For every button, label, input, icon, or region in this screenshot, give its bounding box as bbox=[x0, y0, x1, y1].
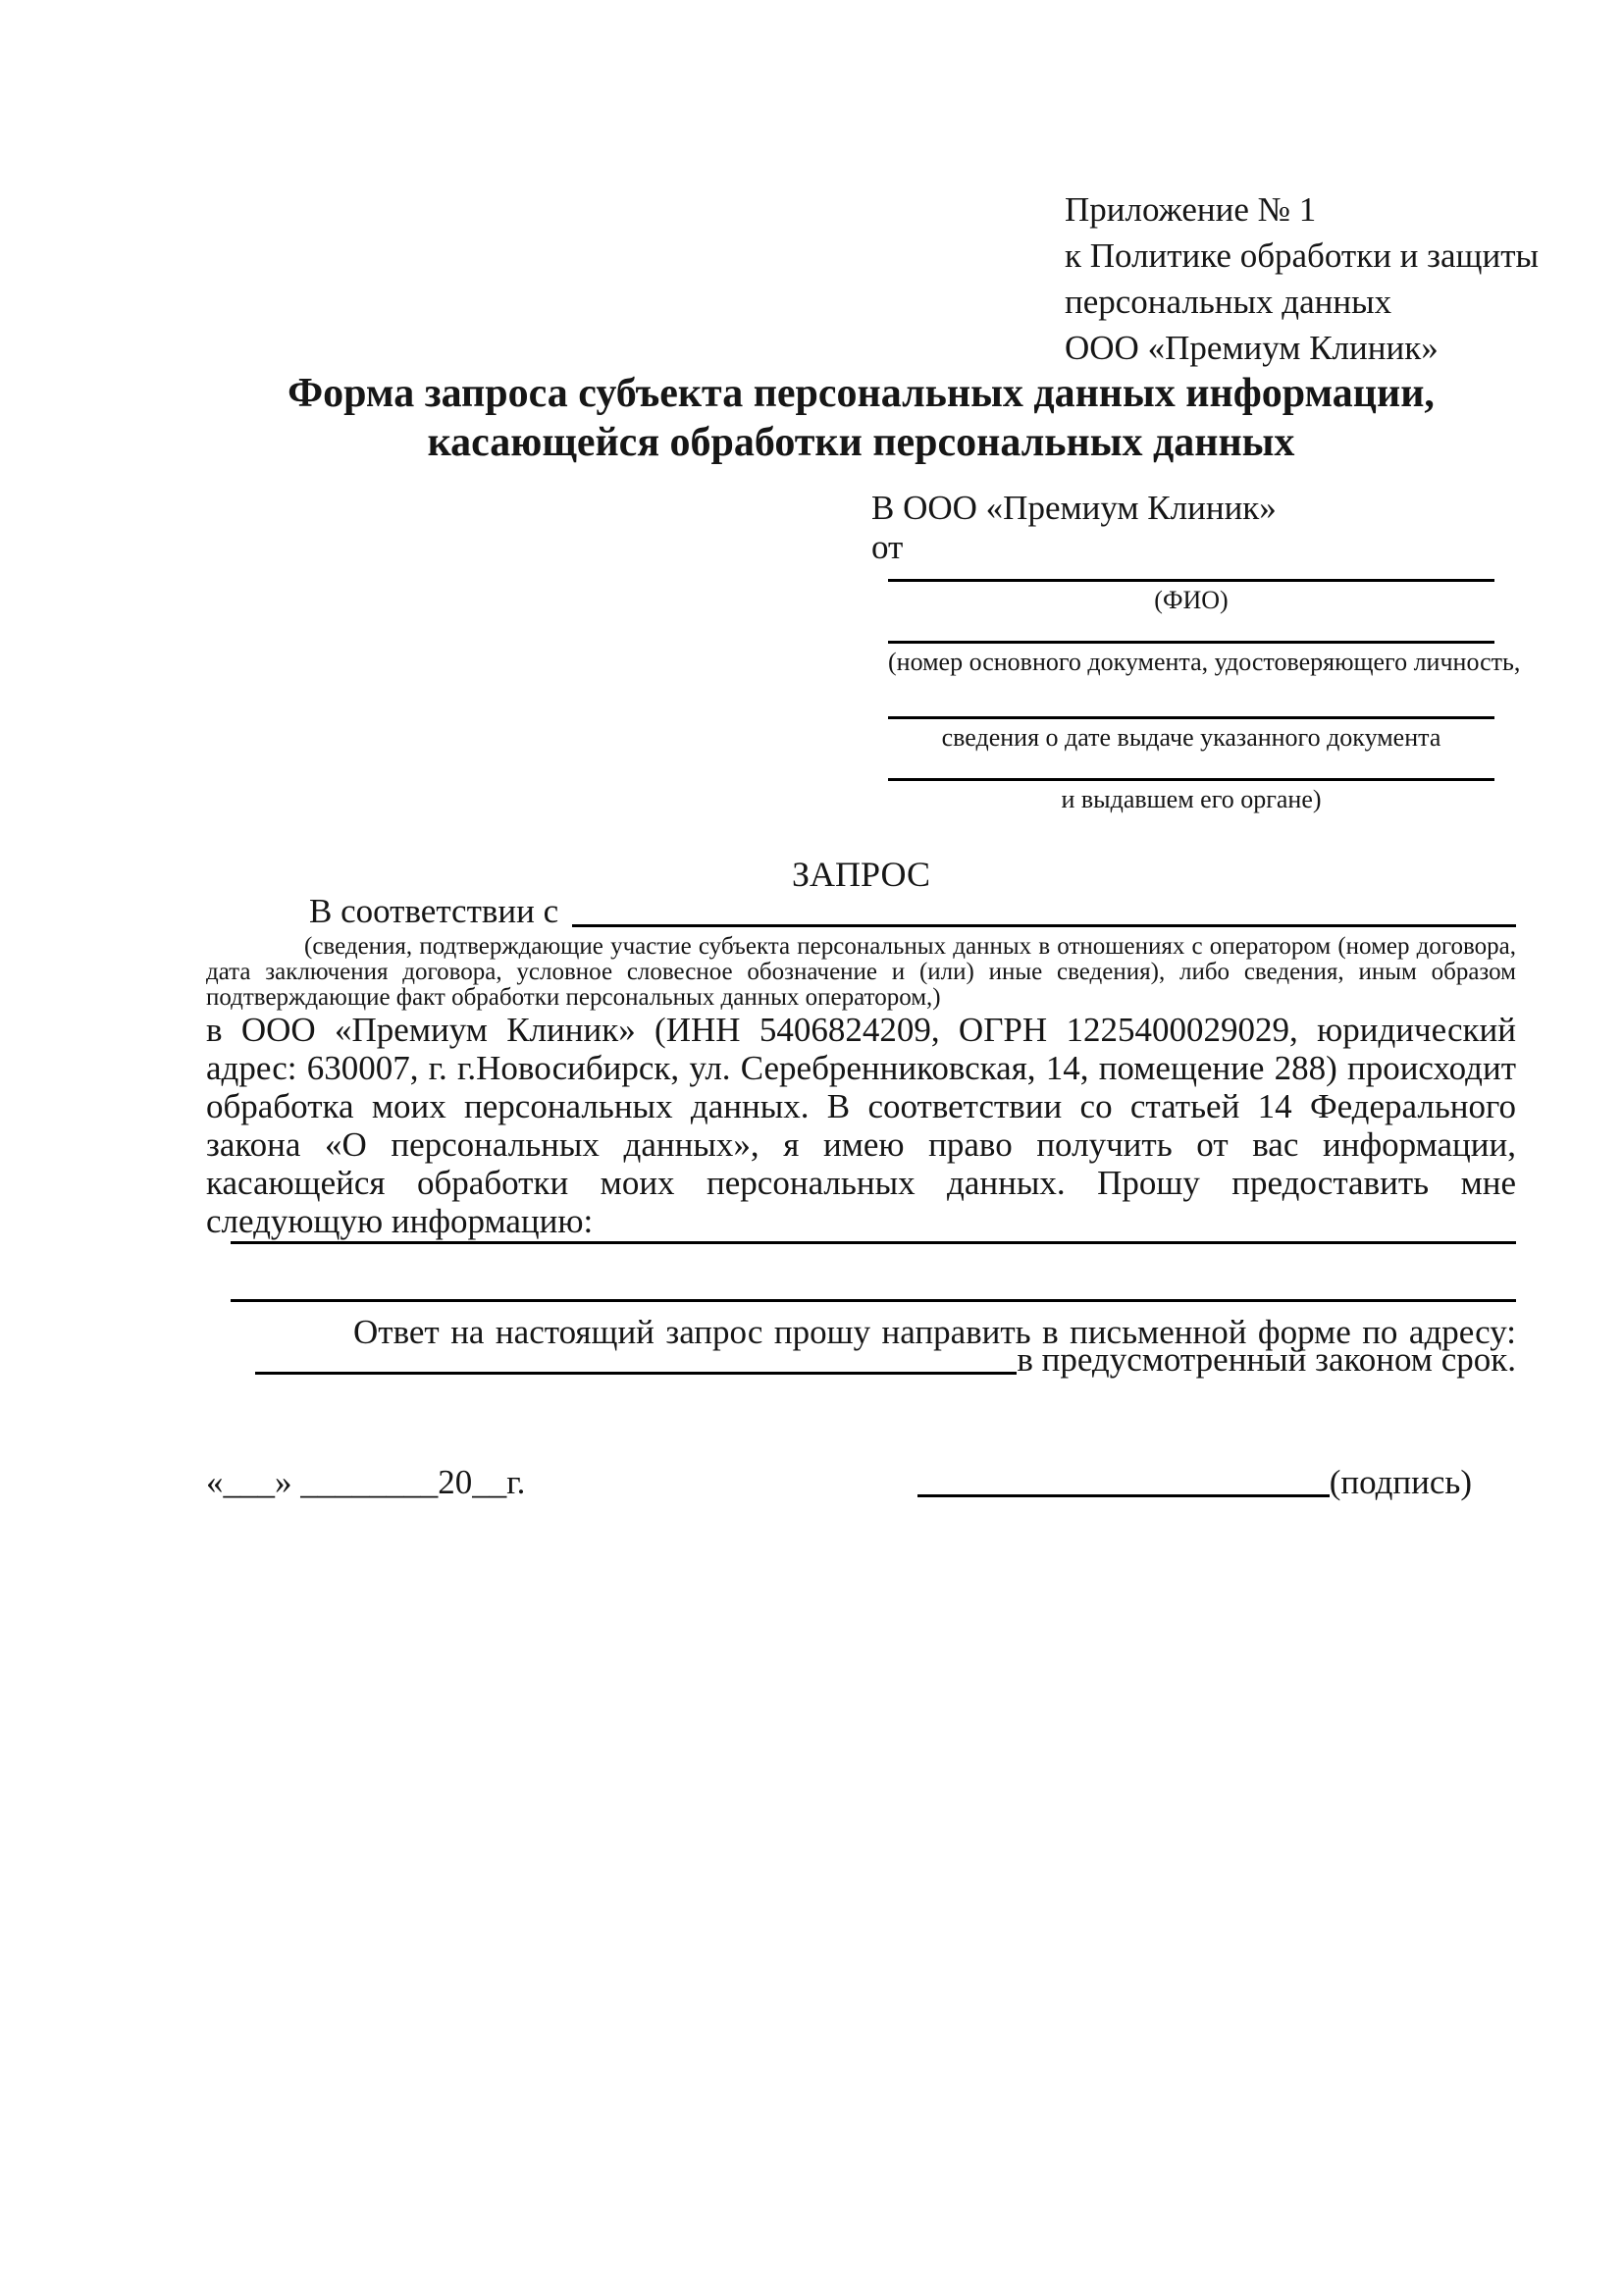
date-line: «___» ________20__г. bbox=[206, 1463, 526, 1501]
fio-blank-line bbox=[888, 549, 1494, 582]
document-number-blank-line bbox=[888, 611, 1494, 644]
document-title-line: Форма запроса субъекта персональных данных информации, bbox=[288, 371, 1435, 416]
answer-address-row bbox=[206, 1340, 1516, 1377]
information-blank-line bbox=[231, 1299, 1516, 1302]
consent-footnote: (сведения, подтверждающие участие субъекта персональных данных в отношениях с оператором (номер договора, дата заключения договора, условное словесное обозначение и (или) иные сведения), либо сведения, иным образом подтверждающие факт обработки персональных данных оператором,) bbox=[206, 933, 1516, 1011]
consent-blank-line bbox=[572, 893, 1516, 927]
appendix-line: ООО «Премиум Клиник» bbox=[1065, 329, 1439, 367]
document-title-line: касающейся обработки персональных данных bbox=[427, 420, 1295, 465]
addressee-to: В ООО «Премиум Клиник» bbox=[871, 489, 1277, 527]
addressee-from-label: от bbox=[871, 528, 904, 566]
request-heading: ЗАПРОС bbox=[792, 855, 930, 894]
request-body-paragraph: в ООО «Премиум Клиник» (ИНН 5406824209, ОГРН 1225400029029, юридический адрес: 630007, г. г.Новосибирск, ул. Серебренниковская, 14, помещение 288) происходит обработка моих персональных данных. В соответствии со статьей 14 Федерального закона «О персональных данных», я имею право получить от вас информации, касающейся обработки моих персональных данных. Прошу предоставить мне следующую информацию: bbox=[206, 1011, 1516, 1240]
consent-label: В соответствии с bbox=[309, 892, 559, 930]
issue-date-caption: сведения о дате выдаче указанного документа bbox=[941, 723, 1441, 752]
appendix-line: к Политике обработки и защиты bbox=[1065, 236, 1540, 275]
issuing-authority-field bbox=[888, 749, 1494, 814]
issue-date-field bbox=[888, 687, 1494, 753]
fio-caption: (ФИО) bbox=[1154, 586, 1229, 614]
signature-blank-line bbox=[917, 1494, 1330, 1497]
signature-caption: (подпись) bbox=[1329, 1463, 1472, 1501]
issue-date-blank-line bbox=[888, 687, 1494, 719]
appendix-note bbox=[1065, 186, 1539, 371]
document-title bbox=[206, 369, 1516, 467]
issuing-authority-caption: и выдавшем его органе) bbox=[1061, 785, 1322, 813]
footer-spacer bbox=[525, 1462, 916, 1503]
issuing-authority-blank-line bbox=[888, 749, 1494, 781]
appendix-line: Приложение № 1 bbox=[1065, 190, 1317, 229]
date-signature-row bbox=[206, 1462, 1472, 1503]
answer-request-line: Ответ на настоящий запрос прошу направить в письменной форме по адресу: bbox=[353, 1313, 1516, 1351]
information-blank-line bbox=[231, 1241, 1516, 1244]
consent-row bbox=[206, 893, 1516, 929]
answer-address-blank-line bbox=[255, 1340, 1017, 1375]
appendix-line: персональных данных bbox=[1065, 283, 1392, 321]
deadline-text: в предусмотренный законом срок. bbox=[1017, 1340, 1516, 1379]
document-number-caption: (номер основного документа, удостоверяющего личность, bbox=[888, 648, 1521, 676]
document-number-field bbox=[888, 611, 1521, 677]
fio-field bbox=[888, 549, 1494, 615]
